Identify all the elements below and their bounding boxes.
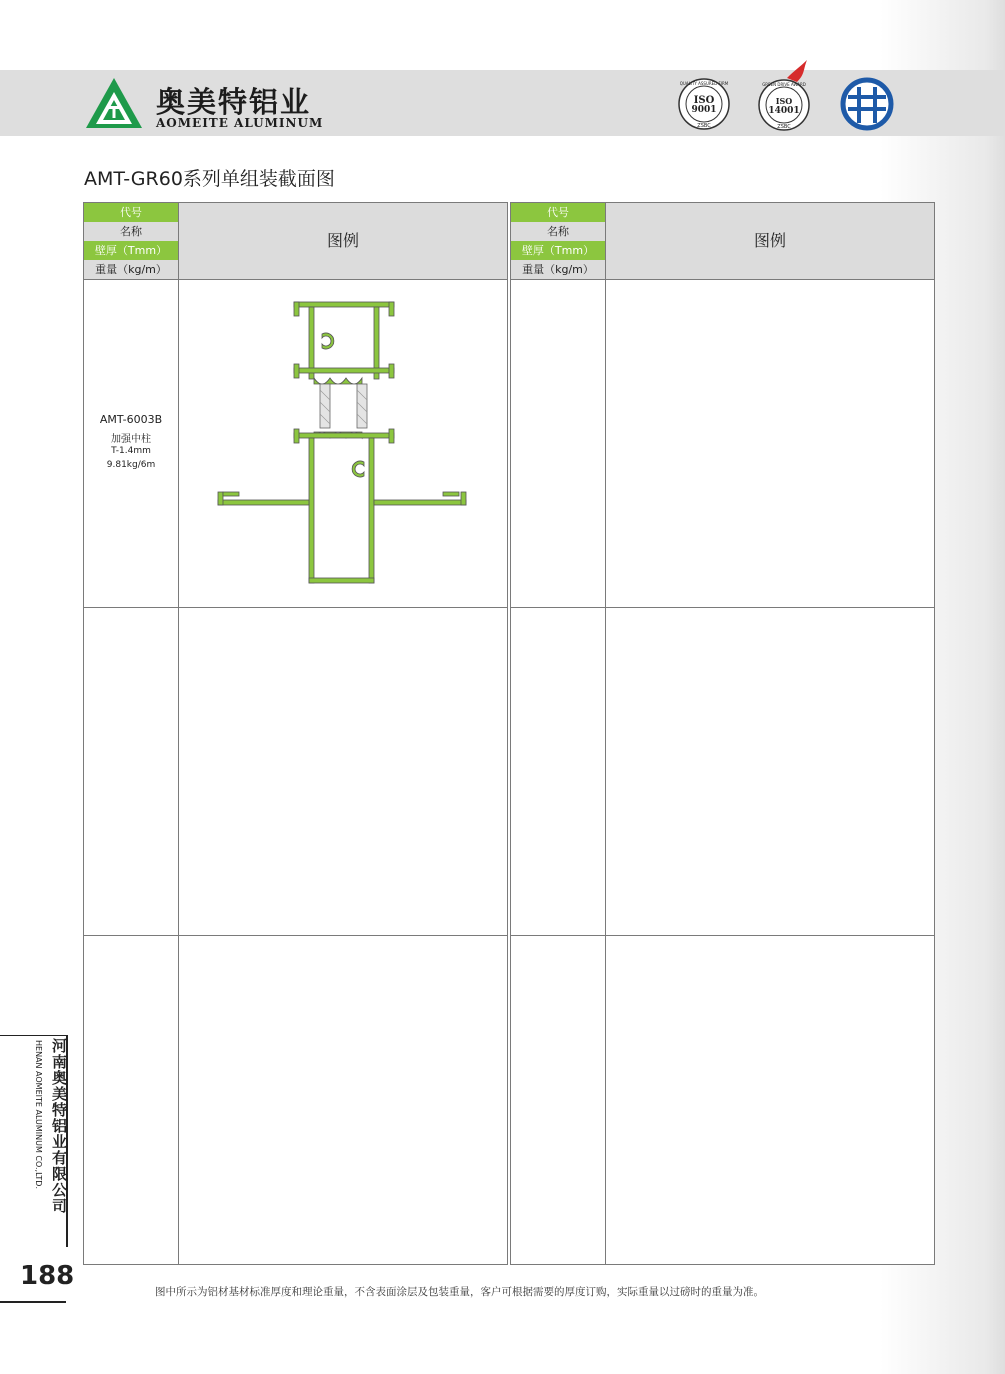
right-table: [510, 202, 935, 1265]
item-name: 加强中柱: [111, 434, 151, 445]
header-weight: 重量（kg/m）: [84, 260, 178, 279]
header-code: 代号: [84, 203, 178, 222]
header-name: 名称: [84, 222, 178, 241]
company-logo: [84, 76, 144, 130]
item-code: AMT-6003B: [99, 413, 163, 426]
iso9001-badge: [677, 77, 731, 131]
brand-emblem-icon: [840, 77, 894, 131]
footer-note: 图中所示为铝材基材标准厚度和理论重量，不含表面涂层及包装重量，客户可根据需要的厚度订购，实际重量以过磅时的重量为准。: [155, 1286, 764, 1298]
header-legend: 图例: [179, 203, 507, 279]
left-table: [83, 202, 508, 1265]
item-weight: 9.81kg/6m: [106, 460, 156, 470]
badge-code: ISO: [775, 96, 793, 106]
company-name-en: AOMEITE ALUMINUM: [156, 116, 324, 130]
badge-ring-text: GREEN DRIVE AWARD: [762, 82, 806, 87]
badge-ring-text: QUALITY ASSURED FIRM: [679, 81, 729, 86]
badge-number: 14001: [768, 106, 800, 116]
profile-cross-section: [214, 298, 474, 588]
item-thickness: T-1.4mm: [111, 446, 151, 456]
badge-number: 9001: [691, 105, 717, 115]
header-thickness: 壁厚（Tmm）: [84, 241, 178, 260]
side-company-cn: 河南奥美特铝业有限公司: [50, 1038, 68, 1214]
header-weight: 重量（kg/m）: [511, 260, 605, 279]
header-thickness: 壁厚（Tmm）: [511, 241, 605, 260]
flame-icon: [787, 60, 807, 82]
page-number: 188: [20, 1261, 75, 1291]
badge-code: ISO: [693, 95, 715, 106]
header-legend: 图例: [606, 203, 934, 279]
badge-org: ZSBC: [697, 123, 711, 129]
side-company-en: HENAN AOMEITE ALUMINUM CO.,LTD.: [34, 1040, 43, 1190]
header-code: 代号: [511, 203, 605, 222]
header-name: 名称: [511, 222, 605, 241]
badge-org: ZSBC: [777, 124, 791, 130]
page-title: AMT-GR60系列单组装截面图: [84, 168, 335, 190]
page-number-rule: [0, 1301, 66, 1303]
company-name-cn: 奥美特铝业: [156, 85, 312, 119]
iso14001-badge: [757, 60, 813, 132]
